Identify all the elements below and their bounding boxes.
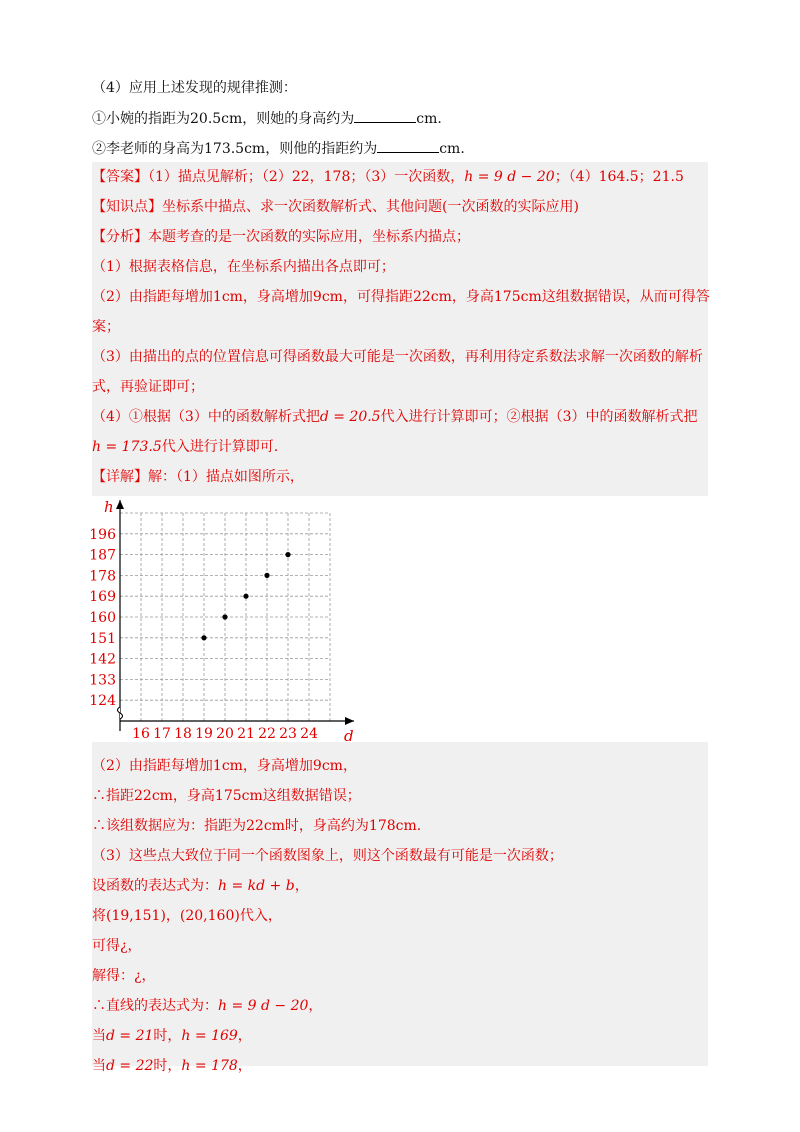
detail-s3f: ∴直线的表达式为：h = 9 d − 20， (92, 998, 323, 1014)
x-tick-label: 22 (258, 726, 276, 742)
y-axis-arrow (116, 500, 124, 509)
y-tick-label: 160 (89, 610, 116, 626)
x-tick-label: 21 (237, 726, 255, 742)
detail-s3e: 解得：¿， (92, 968, 156, 984)
x-axis-label: d (344, 727, 354, 745)
detail-s3b: 设函数的表达式为：h = kd + b， (92, 878, 309, 894)
question-item4: （4）应用上述发现的规律推测： (92, 80, 297, 96)
x-tick-label: 23 (279, 726, 297, 742)
question-2: ②李老师的身高为173.5cm，则他的指距约为 cm. (92, 138, 465, 159)
detail-s3h: 当d = 22时，h = 178， (92, 1058, 252, 1074)
analysis-p4a: （4）①根据（3）中的函数解析式把d = 20.5代入进行计算即可；②根据（3）中的函数解析式把 (92, 409, 698, 425)
x-axis-arrow (345, 717, 354, 725)
detail-s3c: 将(19,151)，(20,160)代入， (92, 908, 282, 924)
y-tick-label: 142 (89, 651, 116, 668)
data-point (201, 635, 206, 640)
x-tick-label: 20 (216, 726, 234, 742)
y-tick-label: 169 (89, 589, 116, 606)
data-point (243, 594, 248, 599)
data-point (285, 552, 290, 557)
answer-blank-1 (354, 108, 416, 123)
axis-break-mark (118, 707, 123, 719)
detail-intro: 【详解】解：（1）描点如图所示， (92, 469, 304, 485)
answer-blank-2 (377, 138, 439, 153)
analysis-p3a: （3）由描出的点的位置信息可得函数最大可能是一次函数，再利用待定系数法求解一次函数的解析 (92, 349, 703, 365)
detail-s3a: （3）这些点大致位于同一个函数图象上，则这个函数最有可能是一次函数； (92, 848, 563, 864)
analysis-line: 【分析】本题考查的是一次函数的实际应用，坐标系内描点； (92, 229, 470, 245)
knowledge-line: 【知识点】坐标系中描点、求一次函数解析式、其他问题(一次函数的实际应用) (92, 199, 579, 215)
analysis-p2a: （2）由指距每增加1cm，身高增加9cm，可得指距22cm，身高175cm这组数据错误，从而可得答 (92, 289, 710, 305)
answer-line: 【答案】（1）描点见解析；（2）22，178；（3）一次函数，h = 9 d − 20；（4）164.5；21.5 (92, 169, 684, 185)
x-tick-label: 19 (195, 726, 213, 742)
data-point (222, 614, 227, 619)
question-1: ①小婉的指距为20.5cm，则她的身高约为 cm. (92, 108, 442, 129)
analysis-p1: （1）根据表格信息，在坐标系内描出各点即可； (92, 259, 395, 275)
x-tick-label: 16 (132, 726, 150, 742)
analysis-p3b: 式，再验证即可； (92, 379, 204, 395)
chart-svg (89, 496, 358, 745)
y-axis-label: h (104, 498, 114, 516)
x-tick-label: 24 (300, 726, 318, 742)
x-tick-label: 17 (153, 726, 171, 742)
detail-s3d: 可得¿， (92, 938, 142, 954)
y-tick-label: 178 (89, 568, 116, 585)
y-tick-label: 124 (89, 693, 116, 710)
detail-s2b: ∴指距22cm，身高175cm这组数据错误； (92, 788, 361, 804)
y-tick-label: 196 (89, 526, 116, 543)
detail-s3g: 当d = 21时，h = 169， (92, 1028, 252, 1044)
detail-s2c: ∴该组数据应为：指距为22cm时，身高约为178cm. (92, 818, 422, 834)
data-point (264, 573, 269, 578)
y-tick-label: 187 (89, 547, 116, 564)
x-tick-label: 18 (174, 726, 192, 742)
scatter-chart (89, 496, 358, 745)
y-tick-label: 151 (89, 630, 116, 647)
analysis-p4b: h = 173.5代入进行计算即可. (92, 439, 279, 455)
y-tick-label: 133 (89, 672, 116, 689)
detail-s2a: （2）由指距每增加1cm，身高增加9cm， (92, 758, 357, 774)
analysis-p2b: 案； (92, 319, 120, 335)
